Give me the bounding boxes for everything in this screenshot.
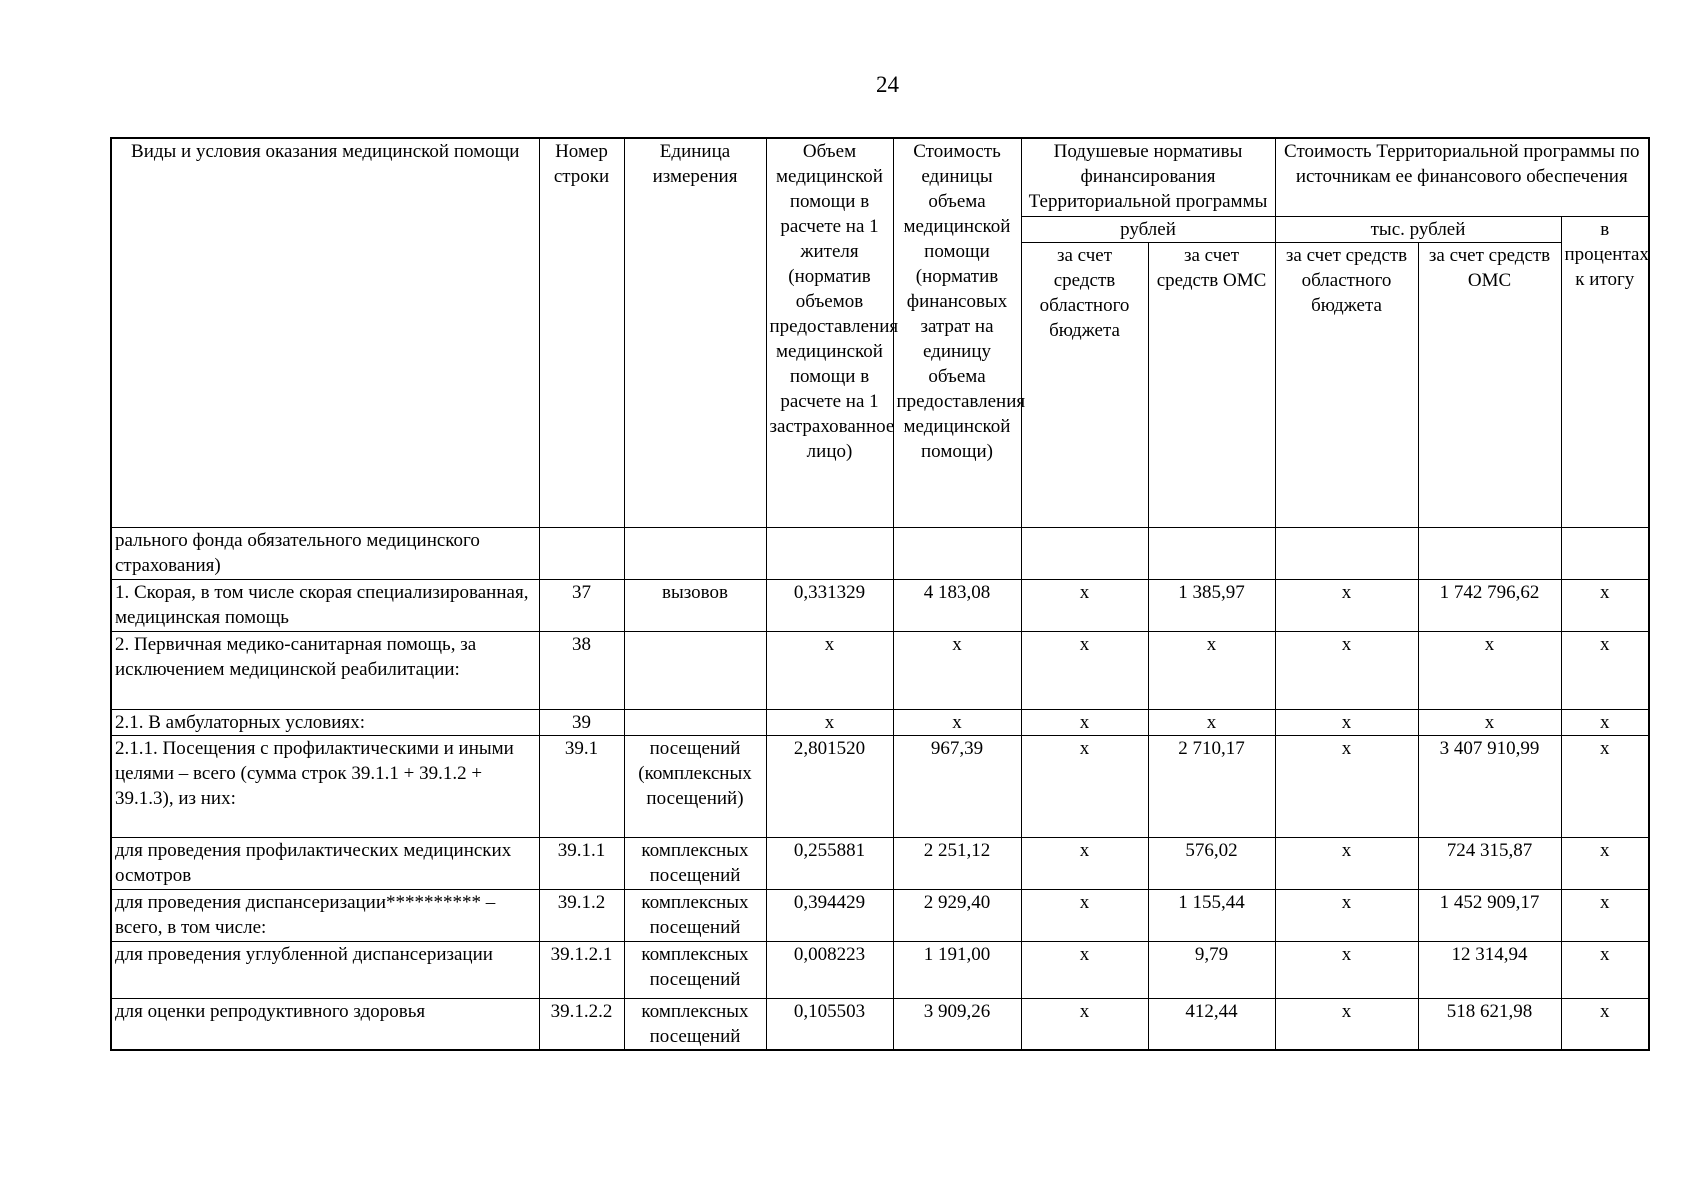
table-row: [111, 889, 1649, 941]
row-number: 39: [539, 709, 624, 735]
row-volume: 0,394429: [766, 889, 893, 941]
row-src-budget: х: [1275, 631, 1418, 709]
row-cost: 3 909,26: [893, 998, 1021, 1050]
row-unit: [624, 527, 766, 579]
row-src-oms: 3 407 910,99: [1418, 735, 1561, 837]
row-unit: [624, 709, 766, 735]
row-number: [539, 527, 624, 579]
row-cost: 2 251,12: [893, 837, 1021, 889]
row-src-oms: [1418, 527, 1561, 579]
row-volume: 0,105503: [766, 998, 893, 1050]
row-unit: посещений (комплексных посещений): [624, 735, 766, 837]
row-pc-oms: 412,44: [1148, 998, 1275, 1050]
row-percent: х: [1561, 998, 1649, 1050]
row-cost: 1 191,00: [893, 941, 1021, 998]
row-percent: х: [1561, 941, 1649, 998]
table-row: [111, 631, 1649, 709]
header-percent: в процентах к итогу: [1561, 216, 1649, 527]
row-pc-budget: х: [1021, 941, 1148, 998]
row-unit: вызовов: [624, 579, 766, 631]
row-number: 39.1.2.2: [539, 998, 624, 1050]
header-unit: Единица измерения: [624, 138, 766, 527]
row-src-budget: х: [1275, 889, 1418, 941]
table-row: [111, 709, 1649, 735]
row-unit: комплексных посещений: [624, 941, 766, 998]
row-percent: х: [1561, 709, 1649, 735]
table-row: [111, 735, 1649, 837]
row-src-oms: 1 742 796,62: [1418, 579, 1561, 631]
table-row: [111, 998, 1649, 1050]
row-src-budget: х: [1275, 579, 1418, 631]
header-pc-budget: за счет средств областного бюджета: [1021, 242, 1148, 527]
row-src-budget: х: [1275, 837, 1418, 889]
row-name: рального фонда обязательного медицинского страхования): [111, 527, 539, 579]
table-row: [111, 941, 1649, 998]
header-src-budget: за счет средств областного бюджета: [1275, 242, 1418, 527]
row-number: 39.1.2.1: [539, 941, 624, 998]
row-percent: х: [1561, 889, 1649, 941]
row-number: 37: [539, 579, 624, 631]
row-pc-budget: х: [1021, 709, 1148, 735]
row-src-oms: 518 621,98: [1418, 998, 1561, 1050]
header-src-oms: за счет средств ОМС: [1418, 242, 1561, 527]
row-volume: х: [766, 709, 893, 735]
row-volume: 2,801520: [766, 735, 893, 837]
row-pc-oms: 576,02: [1148, 837, 1275, 889]
row-name: 1. Скорая, в том числе скорая специализированная, медицинская помощь: [111, 579, 539, 631]
row-src-budget: х: [1275, 735, 1418, 837]
header-per-capita-group: Подушевые нормативы финансирования Территориальной программы: [1021, 138, 1275, 216]
row-pc-oms: х: [1148, 709, 1275, 735]
row-volume: 0,331329: [766, 579, 893, 631]
row-percent: х: [1561, 631, 1649, 709]
row-percent: х: [1561, 579, 1649, 631]
header-volume: Объем медицинской помощи в расчете на 1 жителя (норматив объемов предоставления медицинской помощи в расчете на 1 застрахованное лицо): [766, 138, 893, 527]
table-row: [111, 527, 1649, 579]
row-pc-budget: х: [1021, 998, 1148, 1050]
row-name: для проведения профилактических медицинских осмотров: [111, 837, 539, 889]
table-row: [111, 579, 1649, 631]
row-cost: х: [893, 631, 1021, 709]
row-number: 38: [539, 631, 624, 709]
row-src-budget: х: [1275, 941, 1418, 998]
row-name: 2.1. В амбулаторных условиях:: [111, 709, 539, 735]
row-name: для проведения диспансеризации********** – всего, в том числе:: [111, 889, 539, 941]
row-src-oms: х: [1418, 709, 1561, 735]
row-src-budget: х: [1275, 998, 1418, 1050]
row-volume: 0,255881: [766, 837, 893, 889]
row-pc-budget: х: [1021, 579, 1148, 631]
row-unit: комплексных посещений: [624, 998, 766, 1050]
row-src-oms: 12 314,94: [1418, 941, 1561, 998]
row-cost: 967,39: [893, 735, 1021, 837]
header-unit-rubles: рублей: [1021, 216, 1275, 242]
row-pc-budget: [1021, 527, 1148, 579]
row-pc-oms: 1 385,97: [1148, 579, 1275, 631]
row-pc-oms: 9,79: [1148, 941, 1275, 998]
table-row: [111, 837, 1649, 889]
row-number: 39.1: [539, 735, 624, 837]
header-row-number: Номер строки: [539, 138, 624, 527]
row-src-budget: х: [1275, 709, 1418, 735]
row-volume: х: [766, 631, 893, 709]
row-cost: [893, 527, 1021, 579]
row-src-oms: 1 452 909,17: [1418, 889, 1561, 941]
row-percent: х: [1561, 735, 1649, 837]
financing-table: [110, 137, 1650, 1051]
row-percent: х: [1561, 837, 1649, 889]
row-pc-budget: х: [1021, 837, 1148, 889]
row-volume: 0,008223: [766, 941, 893, 998]
row-volume: [766, 527, 893, 579]
page-number: 24: [876, 72, 899, 97]
row-pc-budget: х: [1021, 889, 1148, 941]
header-cost-sources-group: Стоимость Территориальной программы по источникам ее финансового обеспечения: [1275, 138, 1649, 216]
row-pc-budget: х: [1021, 631, 1148, 709]
row-pc-oms: 2 710,17: [1148, 735, 1275, 837]
row-unit: комплексных посещений: [624, 889, 766, 941]
row-name: 2. Первичная медико-санитарная помощь, за исключением медицинской реабилитации:: [111, 631, 539, 709]
row-src-oms: х: [1418, 631, 1561, 709]
row-name: для проведения углубленной диспансеризации: [111, 941, 539, 998]
row-pc-oms: 1 155,44: [1148, 889, 1275, 941]
row-pc-budget: х: [1021, 735, 1148, 837]
row-percent: [1561, 527, 1649, 579]
row-unit: комплексных посещений: [624, 837, 766, 889]
row-unit: [624, 631, 766, 709]
row-number: 39.1.2: [539, 889, 624, 941]
header-cost: Стоимость единицы объема медицинской помощи (норматив финансовых затрат на единицу объема предоставления медицинской помощи): [893, 138, 1021, 527]
row-number: 39.1.1: [539, 837, 624, 889]
row-name: для оценки репродуктивного здоровья: [111, 998, 539, 1050]
row-src-budget: [1275, 527, 1418, 579]
row-cost: 2 929,40: [893, 889, 1021, 941]
row-cost: 4 183,08: [893, 579, 1021, 631]
row-src-oms: 724 315,87: [1418, 837, 1561, 889]
row-pc-oms: х: [1148, 631, 1275, 709]
header-type: Виды и условия оказания медицинской помощи: [111, 138, 539, 527]
row-pc-oms: [1148, 527, 1275, 579]
row-cost: х: [893, 709, 1021, 735]
header-pc-oms: за счет средств ОМС: [1148, 242, 1275, 527]
row-name: 2.1.1. Посещения с профилактическими и иными целями – всего (сумма строк 39.1.1 + 39.1.2 + 39.1.3), из них:: [111, 735, 539, 837]
header-unit-thousand-rubles: тыс. рублей: [1275, 216, 1561, 242]
